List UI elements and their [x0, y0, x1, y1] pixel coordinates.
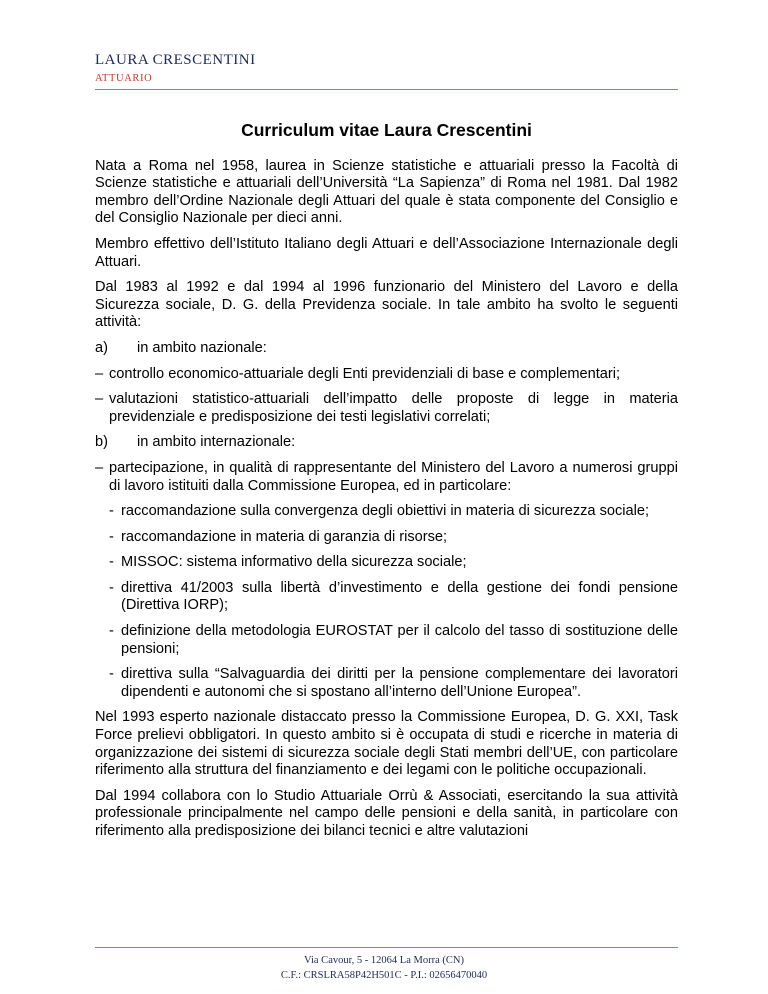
paragraph-ministry: Dal 1983 al 1992 e dal 1994 al 1996 funzionario del Ministero del Lavoro e della Sicurezza sociale, D. G. della Previdenza sociale. In tale ambito ha svolto le seguenti attività: — [95, 279, 678, 331]
letterhead-role: ATTUARIO — [95, 73, 153, 84]
list-item — [95, 366, 678, 384]
paragraph-memberships: Membro effettivo dell’Istituto Italiano degli Attuari e dell’Associazione Internazionale degli Attuari. — [95, 235, 678, 270]
dash-bullet: – — [95, 365, 104, 382]
paragraph-studio-orru: Dal 1994 collabora con lo Studio Attuariale Orrù & Associati, esercitando la sua attività professionale principalmente nel campo delle pensioni e della sanità, in particolare con riferimento alla predisposizione dei bilanci tecnici e altre valutazioni — [95, 787, 678, 839]
sub-list-item-text: MISSOC: sistema informativo della sicurezza sociale; — [121, 554, 467, 571]
dash-bullet: – — [95, 391, 104, 408]
section-a-label: a) — [95, 339, 108, 356]
section-b-text: in ambito internazionale: — [137, 434, 296, 451]
sub-list-item — [109, 666, 678, 701]
list-item-text: partecipazione, in qualità di rappresentante del Ministero del Lavoro a numerosi gruppi di lavoro istituiti dalla Commissione Europea, ed in particolare: — [109, 459, 678, 494]
sub-list-item-text: direttiva 41/2003 sulla libertà d’investimento e della gestione dei fondi pensione (Direttiva IORP); — [121, 579, 678, 614]
sub-list-item — [109, 503, 678, 521]
sub-list-item-text: raccomandazione in materia di garanzia di risorse; — [121, 528, 448, 545]
section-a-text: in ambito nazionale: — [137, 339, 267, 356]
letterhead — [95, 52, 256, 84]
document-title: Curriculum vitae Laura Crescentini — [241, 120, 532, 140]
hyphen-bullet: - — [109, 554, 114, 571]
paragraph-birth-education: Nata a Roma nel 1958, laurea in Scienze statistiche e attuariali presso la Facoltà di Scienze statistiche e attuariali dell’Università “La Sapienza” di Roma nel 1981. Dal 1982 membro dell’Ordine Nazionale degli Attuari del quale è stata componente del Consiglio e del Consiglio Nazionale per dieci anni. — [95, 157, 678, 227]
sub-list-item-text: raccomandazione sulla convergenza degli obiettivi in materia di sicurezza sociale; — [121, 503, 650, 520]
hyphen-bullet: - — [109, 623, 114, 640]
header-divider — [95, 89, 678, 90]
sub-list-item-text: direttiva sulla “Salvaguardia dei diritti per la pensione complementare dei lavoratori dipendenti e autonomi che si spostano all’interno dell’Unione Europea”. — [121, 666, 678, 700]
dash-bullet: – — [95, 459, 104, 476]
section-b-label: b) — [95, 434, 108, 451]
letterhead-name: LAURA CRESCENTINI — [95, 52, 256, 68]
paragraph-european-commission: Nel 1993 esperto nazionale distaccato presso la Commissione Europea, D. G. XXI, Task Force prelievi obbligatori. In questo ambito si è occupata di studi e ricerche in materia di organizzazione dei sistemi di sicurezza sociale degli Stati membri dell’UE, con particolare riferimento alla struttura del finanziamento e dei legami con le politiche occupazionali. — [95, 709, 678, 779]
section-a-heading — [95, 340, 678, 358]
sub-list-item — [109, 554, 678, 572]
footer-address: Via Cavour, 5 - 12064 La Morra (CN) — [304, 955, 464, 966]
list-item-text: controllo economico-attuariale degli Enti previdenziali di base e complementari; — [109, 365, 621, 382]
footer-fiscal-codes: C.F.: CRSLRA58P42H501C - P.I.: 02656470040 — [280, 970, 488, 981]
sub-list-item — [109, 623, 678, 658]
hyphen-bullet: - — [109, 503, 114, 520]
list-item-text: valutazioni statistico-attuariali dell’impatto delle proposte di legge in materia previdenziale e predisposizione dei testi legislativi correlati; — [109, 391, 678, 425]
footer — [0, 953, 768, 983]
sub-list-item — [109, 529, 678, 547]
sub-list-item-text: definizione della metodologia EUROSTAT per il calcolo del tasso di sostituzione delle pensioni; — [121, 623, 678, 657]
list-item — [95, 391, 678, 426]
section-b-heading — [95, 434, 678, 452]
hyphen-bullet: - — [109, 579, 114, 596]
sub-list-item — [109, 580, 678, 615]
hyphen-bullet: - — [109, 528, 114, 545]
footer-divider — [95, 947, 678, 948]
document-body — [95, 122, 678, 849]
list-item — [95, 460, 678, 495]
hyphen-bullet: - — [109, 666, 114, 683]
